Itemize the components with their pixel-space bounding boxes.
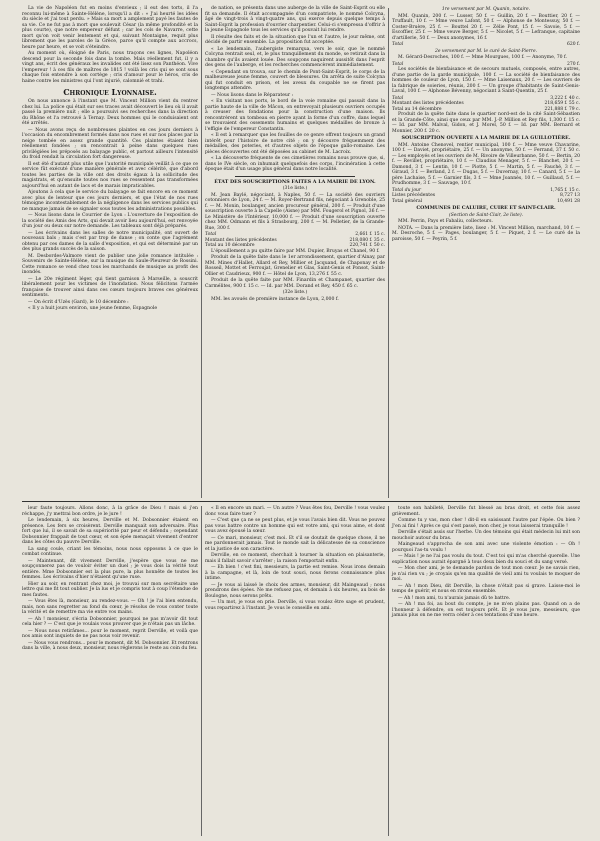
paragraph: Hier au soir, en rentrant chez moi, je trouvai sur mon secrétaire une lettre qui me fit tout oublier. Je la lus et je compris tout à coup l'étendue de mes fautes.: [22, 581, 198, 598]
total-value: 1,765 f. 15 c.: [550, 187, 580, 193]
paragraph: Il est été d'autant plus utile que l'autorité municipale veillât à ce que ce service fût exécuté d'une manière générale et avec célérité, que d'abord toutes les parties de la ville ont des droits égaux à la sollicitude des magistrats, et qu'ensuite toutes nos rues se ressentent pas transformées aujourd'hui en autant de lacs et de marais impraticables.: [22, 161, 198, 189]
paragraph: MM. les avoués de première instance de Lyon, 2,000 f.: [211, 296, 339, 302]
paragraph: — Ah ! mon Dieu, dit Derville, la chose n'était pas si grave. Laisse-moi le temps de guérir, et nous en rirons ensemble.: [392, 583, 580, 594]
paragraph: — Ah ! ma foi, au bout du compte, je ne m'en plains pas. Quand on a de l'honneur à défendre, on est toujours prêt. Et je vous jure, messieurs, que jamais plus on ne me verra céder à ces tentations d'une heure.: [392, 602, 580, 618]
paragraph: Au moment où, éloigné de Paris, nous traçons ces lignes, Napoléon descend pour la seconde fois dans la tombe. Mais réellement fut, il y a vingt ans, écrit des généraux les invalides ont été lisez son Panthéon. Vive l'empereur ! à ces fils de maîtres de 1815 ! voilà les cris qui se sont sous chaque fois entendre à son cortège ; cris d'amour pour le héros, cris de haine contre les ministres qui l'ont injurié, calomnié et trahi.: [22, 51, 198, 84]
paragraph: — Ah ! monsieur, s'écria Dobsonnier, pourquoi ne pas m'avoir dit tout cela hier ? — C'est que je voulais vous prouver que je n'étais pas un lâche.: [22, 616, 198, 627]
paragraph: Produit de la quête faite par MM. Finardin et Champanet, quartier des Carmélites, 900 f. 15 c. — Id. par MM. Dorand et Rey, 450 f. 65 c.: [205, 278, 385, 289]
paragraph: — Eh bien ! c'est fini, messieurs, la partie est remise. Nous irons demain à la campagne, et là, loin de tout souci, nous ferons connaissance plus intime.: [205, 565, 385, 581]
paragraph: M. Gérard-Desroches, 100 f. — Mme Mourgues, 100 f. — Anonyme, 70 f.: [398, 55, 568, 60]
grand-total-label: Total au 10 décembre: [205, 243, 255, 248]
paragraph: — Ah ! mon ami, tu n'aurais jamais dû te battre.: [398, 595, 511, 601]
section-heading-chronique: Chronique Lyonnaise.: [63, 87, 157, 97]
subsection-heading: 2e versement par M. le curé de Saint-Pierre.: [434, 48, 538, 54]
section-rule: [235, 176, 355, 177]
grand-total-label: Total général: [392, 198, 423, 204]
total-label: Total: [392, 61, 404, 67]
list-number: (32e liste.): [282, 290, 308, 295]
paragraph: — Je vous ai laissé le choix des armes, monsieur, dit Maingeaud ; nous prendrons des épées. Ne me refusez pas, et demain à six heures, au bois de Boulogne, nous serons prêts.: [205, 582, 385, 599]
grand-total-value: 221,888 f. 79 c.: [544, 106, 580, 112]
paragraph: Les sociétés de bienfaisance et de secours mutuels, composés, entre autres, d'une partie de la garde municipale, 100 f. — La société de bienfaisance des hommes de couleur de Lyon, 150 f. — Mme Laisenaux, 20 f. — Les ouvriers de la fabrique de soieries, réunis, 200 f. — Un groupe d'habitants de Saint-Genis-Laval, 100 f. — Alphonse Bévenny, négociant à Saint-Quentin, 25 f.: [392, 67, 580, 94]
paragraph: M. Jean Baylé, négociant, à Naples, 50 f. — La société des ouvriers cotonniers de Lyon, 24 f. — M. Royer-Bertrand fils, négociant à Grenoble, 25 f. — M. Monin, boulanger, ancien procureur général, 200 f. — Produit d'une souscription ouverte à la Capelle (Aisne) par MM. Fougerol et Pignol, 36 f. — Le Ministère de l'Intérieur, 10,000 f. — Produit d'une souscription ouverte chez MM. Odmann et fils à Strasbourg, 200 f. — M. Pelletier, de la Grande-Rue, 300 f.: [205, 192, 386, 231]
paragraph: leur faute toujours. Allons donc, à la grâce de Dieu ! mais si j'en réchappe, j'y mettrai bon ordre, je le jure !: [22, 506, 198, 517]
section-subheading: (Section de Saint-Clair, 2e liste).: [448, 212, 524, 218]
grand-total-label: Total au 14 décembre: [392, 106, 442, 112]
paragraph: — Ce mari, monsieur, c'est moi. Et s'il se doutait de quelque chose, il ne me pardonnerait jamais. Tout le monde sait la délicatesse de sa conscience et la justice de son caractère.: [205, 535, 385, 552]
column-divider: [388, 8, 389, 498]
paragraph: « En visitant nos ports, le bord de la voie romaine qui passait dans la partie haute de la ville de Mâcon, on entrevoyait plusieurs ouvriers occupés à creuser des fondations pour la construction d'une maison. Ils rencontrèrent un tombeau en pierre ayant la forme d'un coffre, dans lequel se trouvaient des ossements humains et quelques médailles de bronze à l'effigie de l'empereur Constantin.: [205, 99, 385, 132]
paragraph: — Vous êtes là, monsieur, au rendez-vous. — Oh ! je l'ai bien entendu, mais, non sans regretter au fond du cœur, je résolus de vous conter toute la vérité et de remettre ma vie entre vos mains.: [22, 599, 198, 615]
total-value: 3,222 f. 40 c.: [550, 95, 580, 101]
paragraph: Le lendemain, à six heures, Derville et M. Dobsonnier étaient en présence. Les fers se croisèrent. Derville manquait son adversaire. Plus fort que lui, il se savait de sa supériorité par peur et défendu ; cependant Dobsonnier frappait de tout cœur, et son épée menaçait vivement d'entrer dans les côtes du pauvre Derville.: [22, 518, 198, 545]
paragraph: — Les écrivains dans les salles de notre municipalité, ont ouvert de nouveaux bals ; mais c'est par trop de danse ; on conte que l'agrément obtenu par ces dames de la salle d'exposition, et qui est déterminé par un des plus grands succès de la saison.: [22, 230, 198, 252]
paragraph: de nation, se présenta dans une auberge de la ville de Saint-Esprit ou elle fit sa demande. Il était accompagnée d'un compatriote, le nommé Colcyna, âgé de vingt-trois à vingt-quatre ans, qui exerce depuis quelque temps à Saint-Esprit la profession d'ouvrier charpentier. Celui-ci s'empressa d'offrir à la jeune Espagnole tous les services qu'il pouvait lui rendre.: [205, 6, 385, 33]
paragraph: « Le lendemain, l'aubergiste remarqua, vers le soir, que le nommé Colcyna rentrait seul, et, le plus tranquillement du monde, se retirait dans la chambre qu'ils avaient louée. Des soupçons naquirent aussitôt dans l'esprit des gens de l'auberge, et les recherches commencèrent immédiatement.: [205, 46, 385, 68]
total-row: [392, 42, 580, 48]
grand-total-value: 10,491 28: [557, 198, 580, 204]
total-label: Total: [392, 42, 404, 47]
previous-lists-label: Montant des listes précédentes: [205, 237, 277, 243]
list-number: (31e liste.): [282, 186, 308, 191]
paragraph: — Nous lisons dans le Courrier de Lyon : L'ouverture de l'exposition de la société des Amis des Arts, qui devait avoir lieu aujourd'hui, est renvoyée d'un jour ou deux sur notre demande. Les tableaux sont déjà préparés.: [22, 213, 198, 229]
column-left: [22, 6, 198, 313]
paragraph: « Il y a huit jours environ, une jeune femme, Espagnole: [28, 306, 158, 311]
previous-lists-value: 218,080 f. 35 c.: [349, 237, 385, 243]
grand-total-row: [392, 199, 580, 205]
feuilleton-rule: [22, 501, 580, 502]
paragraph: « Il en encore un mari. — Un autre ? Vous êtes fou, Derville ! vous voulez donc vous faire tuer ?: [205, 506, 385, 517]
paragraph: La vie de Napoléon fut en moins d'envieux ; il eut des torts, il l'a reconnu lui-même à Sainte-Hélène, lorsqu'il a dit : « J'ai heurté les idées du siècle et j'ai tout perdu. » Mais sa mort a amplement payé les fautes de sa vie. Ce ne fut pas à mort que soulevait César (la même profondité et la plus courte), que notre empereur défunt ; car les cols de Navarre, cette mort qu'on voit venir lentement et qui, suivant Montaigne, requit plus librement que les paroles de la Grèce, parce qu'il compte aux accrocs, heure par heure, et se voit s'éteindre.: [22, 6, 198, 50]
paragraph: — Un mot, je vous en prie. Derville, si vous voulez être sage et prudent, vous repartirez à l'instant. Je vous le conseille en ami.: [205, 600, 385, 611]
total-value: 620 f.: [567, 42, 580, 47]
paragraph: La sang coule, criant les témoins, nous nous opposons à ce que le combat continue.: [22, 546, 198, 557]
paragraph: Derville s'était assis sur l'herbe. Un des témoins qui était médecin lui mit son mouchoir autour du bras.: [392, 530, 580, 541]
paragraph: Produit de la quête faite dans le 1er arrondissement, quartier d'Ainay, par MM. Mines d'Hallet, Allard et Rey, Millier et Jacquand, de Chaponay et de Rosseil, Mottet et Ferroujat, Grenelier et Glas, Saint-Genis et Ponsot, Saint-Ollier et Caudrieux, 900 f. — Hôtel de Lyon, 13,276 f. 55 c.: [205, 255, 385, 277]
column-right: [392, 6, 580, 243]
section-heading-guillotiere: SOUSCRIPTION OUVERTE A LA MAIRIE DE LA GUILLOTIÈRE.: [401, 135, 571, 141]
paragraph: L'épouillement a pu quitte faire par MM. Dupier, Bruyas et Chanel, 90 f.: [211, 248, 380, 254]
total-label: Total: [392, 95, 404, 101]
feuilleton-column-right: [392, 506, 580, 620]
paragraph: « Il est à remarquer que les fouilles de ce genre offrent toujours un grand intérêt pour l'histoire de notre cité ; on y découvre fréquemment des médailles, des poteries, et d'autres objets de l'époque gallo-romaine. Les pièces découvertes ont été déposées au cabinet de M. Lacroix.: [205, 133, 385, 155]
column-divider: [388, 506, 389, 836]
total-label: Total du jour: [392, 187, 422, 193]
total-label: Total: [205, 232, 217, 237]
paragraph: MM. Quanin, 200 f. — Lusser, 50 f. — Guillin, 20 f. — Bouttier, 20 f. — Truffault, 10 f. — Mme veuve Lafont, 50 f. — Alphonse de Montessuy, 50 f. — Coster-Bruère, 25 f. — Bouttel 20 f. — Zélie Pont, 15 f. — Savoie, 5 f. — Escoffier, 25 f. — Mme veuve Berger, 5 f. — Nicolet, 5 f. — Lefranque, capitaine d'artillerie, 50 f. — Deux anonymes, 16 f.: [392, 13, 580, 41]
paragraph: Il résulte des faits et de la situation que l'un et l'autre, le jour même, ont décidé de partir ensemble. La proposition fut acceptée.: [205, 34, 385, 45]
subsection-heading: 1re versement par M. Quanin, notaire.: [441, 7, 531, 12]
paragraph: Derville, en ce moment, cherchait à tourner la situation en plaisanterie, mais il fallait savoir s'arrêter ; la raison l'emportait enfin.: [205, 553, 385, 564]
paragraph: — Nous vous rendrons... pour le moment, dit M. Dobsonnier. Et rentrons dans la ville, à nous deux, monsieur, nous réglerons le reste au coin du feu.: [22, 640, 198, 651]
paragraph: — Nous lisons dans le Réparateur :: [211, 92, 294, 98]
paragraph: On nous annonce à l'instant que M. Vincent Million vient du rentrer chez lui. La police qui était sur ses traces avait découvert le lieu où il avait passé la première nuit ; elle a poursuivi ses recherches dans la direction du Rhône et l'a retrouvé à Ternay. Deux hommes qui le conduisaient ont été arrêtés.: [22, 99, 198, 126]
previous-lists-label: Montant des listes précédentes: [392, 101, 464, 106]
column-divider: [201, 8, 202, 498]
paragraph: toute son habileté, Derville fut blessé au bras droit, et cette fois assez grièvement.: [392, 506, 580, 517]
paragraph: Comme tu y vas, mon cher ! dit-il en saisissant l'autre par l'épée. Ou bien ? J'en ai fini ! Après ce qui s'est passé, mon cher, je vous laisserai tranquille !: [392, 518, 580, 529]
column-middle: [205, 6, 385, 303]
section-heading-souscriptions: ÉTAT DES SOUSCRIPTIONS FAITES A LA MAIRIE DE LYON.: [214, 178, 376, 185]
paragraph: — Nous avons reçu de nombreuses plaintes en ces jours derniers à l'occasion du encombrement formés dans nos rues et sur nos places par la neige tombée en assez grande quantité. Ces plaintes étaient bien réellement fondées ; on rencontrait à peine dans quelques rues privilégiées les préposés au balayage public, et partout ailleurs l'intensité du froid rendait la circulation fort dangereuse.: [22, 127, 198, 160]
paragraph: MM. Antoine Chenovel, rentier municipal, 100 f. — Mme veuve Chavarine, 100 f. — Daviet, propriétaire, 25 f. — Un anonyme, 50 f. — Ferrand, 37 f. 50 c. — Les employés et les ouvriers de M. Rivoire de Villeurbanne, 50 f. — Bertin, 20 f. — Revillet, propriétaire, 10 f. — Claudius Menager, 5 f. — Blanchet, 20 f. — Damond, 3 f. — Lentin, 10 f. — Piotte, 5 f. — Martin, 5 f. — Fauché, 3 f. — Giraud, 3 f. — Berland, 2 f. — Dugas, 5 f. — Duvernay, 10 f. — Canard, 5 f. — Le père Lachaise, 5 f. — Garnier fils, 3 f. — Mme Joannès, 10 f. — Guillaud, 5 f. — Prudhomme, 3 f. — Sauvage, 10 f.: [392, 142, 580, 186]
grand-total-value: 220,741 f. 50 c.: [349, 243, 385, 248]
total-value: 2,661 f. 15 c.: [355, 232, 385, 237]
paragraph: Produit de la quête faite dans le quartier nord-est de la cité Saint-Sébastien et la Grande-Côte, ainsi que ceux par MM. J.-P. Million et Rey fils, 1,300 f. 15 c. — Id. par MM. Malval, Gidon, et J. Morel, 50 f. — Id. par MM. Bernard et Monnier, 200 f. 20 c.: [392, 112, 580, 134]
previous-lists-value: 218,659 f. 55 c.: [544, 101, 580, 106]
previous-lists-label: Listes précédentes: [392, 193, 436, 198]
previous-lists-value: 8,727 13: [559, 193, 580, 198]
paragraph: Maingeaud s'approcha de son ami avec une violente émotion : — Oh ! pourquoi l'as-tu voulu !: [392, 542, 580, 553]
paragraph: Ajoutons à cela que le service du balayage se fait encore en ce moment avec plus de lenteur que ces jours derniers, et que l'état de nos rues témoigne incontestablement de la négligence dans les services publics qui ne manque jamais de se signaler sous toutes les administrations possibles.: [22, 190, 198, 212]
paragraph: — Le 20e régiment léger, qui tient garnison à Marseille, a souscrit libéralement pour les victimes de l'inondation. Nous félicitons l'armée française de trouver ainsi dans ces cœurs toujours braves ces généreux sentiments.: [22, 276, 198, 298]
paragraph: « La découverte fréquente de ces cimetières romains nous prouve que, si, dans le IVe siècle, on inhumait quelquefois des corps, l'incinération à cette époque était d'un usage plus général dans notre localité.: [205, 156, 385, 172]
paragraph: — Nous nous retirâmes... pour le moment, reprit Derville, et voilà que nos amis sont inquiets de ne pas nous voir revenir.: [22, 628, 198, 639]
paragraph: — Mais ! je ne l'ai pas voulu du tout. C'est toi qui m'as cherché querelle. Une explication nous aurait épargné à tous deux bien du souci et du sang versé.: [392, 554, 580, 565]
feuilleton-column-left: [22, 506, 198, 653]
paragraph: M. Desbordes-Valmore vient de publier une jolie romance intitulée : Souvenirs de Sainte-Hélène, sur la musique du Saule-Pleureur de Rossini. Cette romance se vend chez tous les marchands de musique au profit des inondés.: [22, 253, 198, 275]
paragraph: — Maintenant, dit vivement Derville, j'espère que vous ne me soupçonnerez pas de vouloir éviter un duel ; je vous dois la vérité tout entière. Mme Dobsonnier est la plus pure, la plus honnête de toutes les femmes. Les écrivains d'hier n'étaient qu'une ruse.: [22, 558, 198, 580]
paragraph: — Mon cher ami, je te demande pardon de tout mon cœur. Je ne savais rien, je n'ai rien vu ; je croyais qu'en ma qualité de vieil ami tu voulais te moquer de moi.: [392, 566, 580, 582]
paragraph: MM. Perrin, Pays et Fabaliu, collecteurs.: [398, 219, 493, 224]
section-heading-communes: COMMUNES DE CALUIRE, CUIRE ET SAINT-CLAIR.: [416, 205, 556, 211]
feuilleton-column-middle: [205, 506, 385, 612]
column-divider: [201, 506, 202, 836]
total-value: 270 f.: [567, 61, 580, 67]
paragraph: « Cependant on trouva, sur le chemin de Pont-Saint-Esprit, le corps de la malheureuse jeune femme, couvert de blessures. On arrêta de suite Colcyna qui fut conduit en prison, et les aveux du coupable ne se firent pas longtemps attendre.: [205, 69, 385, 91]
paragraph: NOTA. — Dans la première liste, lisez : M. Vincent Million, marchand, 10 f. — M. Desroche, 5 f. — Pages, boulanger, 5 f. — Piquet, 2 f. — Le curé de la paroisse, 50 f. — Peyrin, 5 f.: [392, 225, 580, 242]
paragraph: — On écrit d'Uzès (Gard), le 10 décembre :: [28, 299, 129, 305]
paragraph: — C'est que ça ne se peut plus, et je vous l'avais bien dit. Vous ne pouvez pas vous battre contre un homme qui est votre ami, qui vous aime, et dont vous avez épousé la sœur.: [205, 518, 385, 534]
